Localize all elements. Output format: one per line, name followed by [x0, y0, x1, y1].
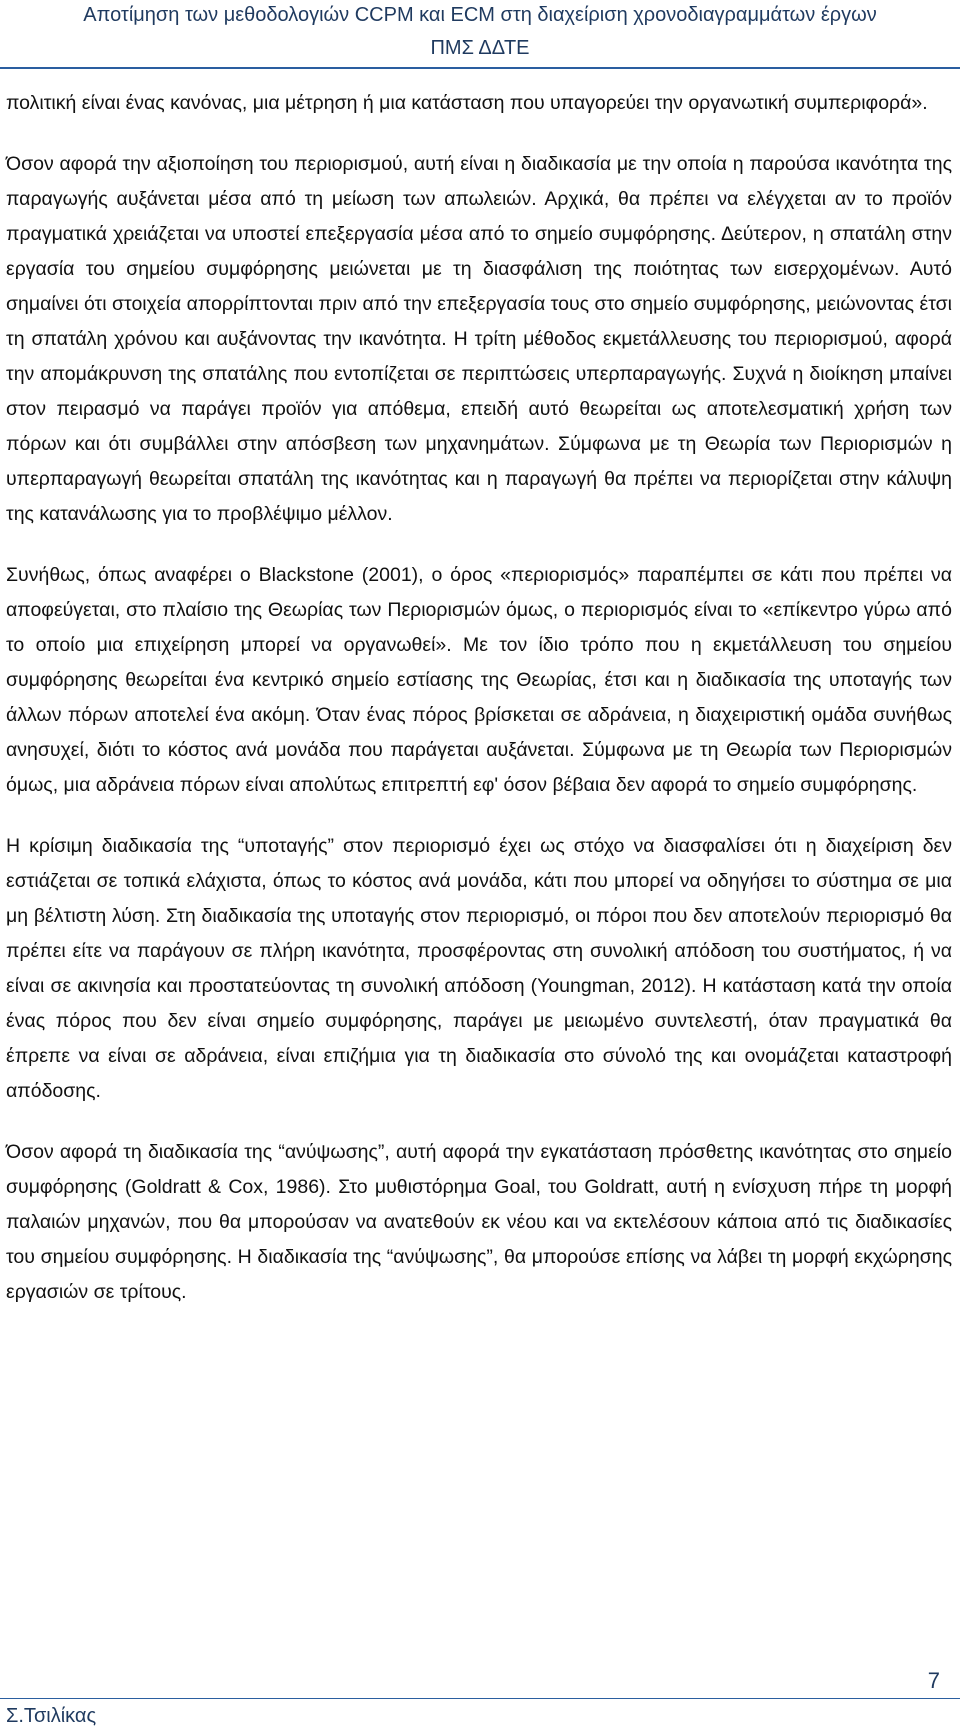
paragraph-5: Όσον αφορά τη διαδικασία της “ανύψωσης”, αυτή αφορά την εγκατάσταση πρόσθετης ικανότητας στο σημείο συμφόρησης (Goldratt & Cox, 1986). Στο μυθιστόρημα Goal, του Goldratt, αυτή η ενίσχυση πήρε τη μορφή παλαιών μηχανών, που θα μπορούσαν να ανατεθούν εκ νέου και να εκτελέσουν κάποια από τις διαδικασίες του σημείου συμφόρησης. Η διαδικασία της “ανύψωσης”, θα μπορούσε επίσης να λάβει τη μορφή εκχώρησης εργασιών σε τρίτους. [6, 1141, 952, 1303]
paragraph-4: Η κρίσιμη διαδικασία της “υποταγής” στον περιορισμό έχει ως στόχο να διασφαλίσει ότι η διαχείριση δεν εστιάζεται σε τοπικά ελάχιστα, όπως το κόστος ανά μονάδα, κάτι που μπορεί να οδηγήσει το σύστημα σε μια μη βέλτιστη λύση. Στη διαδικασία της υποταγής στον περιορισμό, οι πόροι που δεν αποτελούν περιορισμό θα πρέπει είτε να παράγουν σε πλήρη ικανότητα, προσφέροντας στη συνολική απόδοση του συστήματος, ή να είναι σε ακινησία και προστατεύοντας τη συνολική απόδοση (Youngman, 2012). Η κατάσταση κατά την οποία ένας πόρος που δεν είναι σημείο συμφόρησης, παράγει με μειωμένο συντελεστή, όταν πραγματικά θα έπρεπε να είναι σε αδράνεια, είναι επιζήμια για τη διαδικασία στο σύνολό της και ονομάζεται καταστροφή απόδοσης. [6, 835, 952, 1102]
footer-author: Σ.Τσιλίκας [6, 1705, 97, 1727]
document-body [6, 86, 952, 1336]
header-divider [0, 67, 960, 69]
footer-divider [0, 1698, 960, 1699]
running-header-title: Αποτίμηση των μεθοδολογιών CCPM και ECM στη διαχείριση χρονοδιαγραμμάτων έργων [83, 4, 877, 26]
paragraph-2: Όσον αφορά την αξιοποίηση του περιορισμού, αυτή είναι η διαδικασία με την οποία η παρούσα ικανότητα της παραγωγής αυξάνεται μέσα από τη μείωση των απωλειών. Αρχικά, θα πρέπει να ελέγχεται αν το προϊόν πραγματικά χρειάζεται να υποστεί επεξεργασία μέσα από το σημείο συμφόρησης. Δεύτερον, η σπατάλη στην εργασία του σημείου συμφόρησης μειώνεται με τη διασφάλιση της ποιότητας των εισερχομένων. Αυτό σημαίνει ότι στοιχεία απορρίπτονται πριν από την επεξεργασία τους στο σημείο συμφόρησης, μειώνοντας έτσι τη σπατάλη χρόνου και αυξάνοντας την ικανότητα. Η τρίτη μέθοδος εκμετάλλευσης του περιορισμού, αφορά την απομάκρυνση της σπατάλης που εντοπίζεται σε περιπτώσεις υπερπαραγωγής. Συχνά η διοίκηση μπαίνει στον πειρασμό να παράγει προϊόν για απόθεμα, επειδή αυτό θεωρείται ως αποτελεσματική χρήση των πόρων και ότι συμβάλλει στην απόσβεση των μηχανημάτων. Σύμφωνα με τη Θεωρία των Περιορισμών η υπερπαραγωγή θεωρείται σπατάλη της ικανότητας και η παραγωγή θα πρέπει να περιορίζεται στην κάλυψη της κατανάλωσης για το προβλέψιμο μέλλον. [6, 153, 952, 525]
paragraph-3: Συνήθως, όπως αναφέρει ο Blackstone (2001), ο όρος «περιορισμός» παραπέμπει σε κάτι που πρέπει να αποφεύγεται, στο πλαίσιο της Θεωρίας των Περιορισμών όμως, ο περιορισμός είναι το «επίκεντρο γύρω από το οποίο μια επιχείρηση μπορεί να οργανωθεί». Με τον ίδιο τρόπο που η εκμετάλλευση του σημείου συμφόρησης θεωρείται ένα κεντρικό σημείο εστίασης της Θεωρίας, έτσι και η διαδικασία της υποταγής των άλλων πόρων αποτελεί ένα ακόμη. Όταν ένας πόρος βρίσκεται σε αδράνεια, η διαχειριστική ομάδα συνήθως ανησυχεί, διότι το κόστος ανά μονάδα που παράγεται αυξάνεται. Σύμφωνα με τη Θεωρία των Περιορισμών όμως, μια αδράνεια πόρων είναι απολύτως επιτρεπτή εφ' όσον βέβαια δεν αφορά το σημείο συμφόρησης. [6, 564, 952, 796]
running-header-subtitle: ΠΜΣ ΔΔΤΕ [430, 37, 530, 59]
page-number: 7 [927, 1668, 940, 1693]
paragraph-1: πολιτική είναι ένας κανόνας, μια μέτρηση ή μια κατάσταση που υπαγορεύει την οργανωτική συμπεριφορά». [6, 92, 928, 114]
